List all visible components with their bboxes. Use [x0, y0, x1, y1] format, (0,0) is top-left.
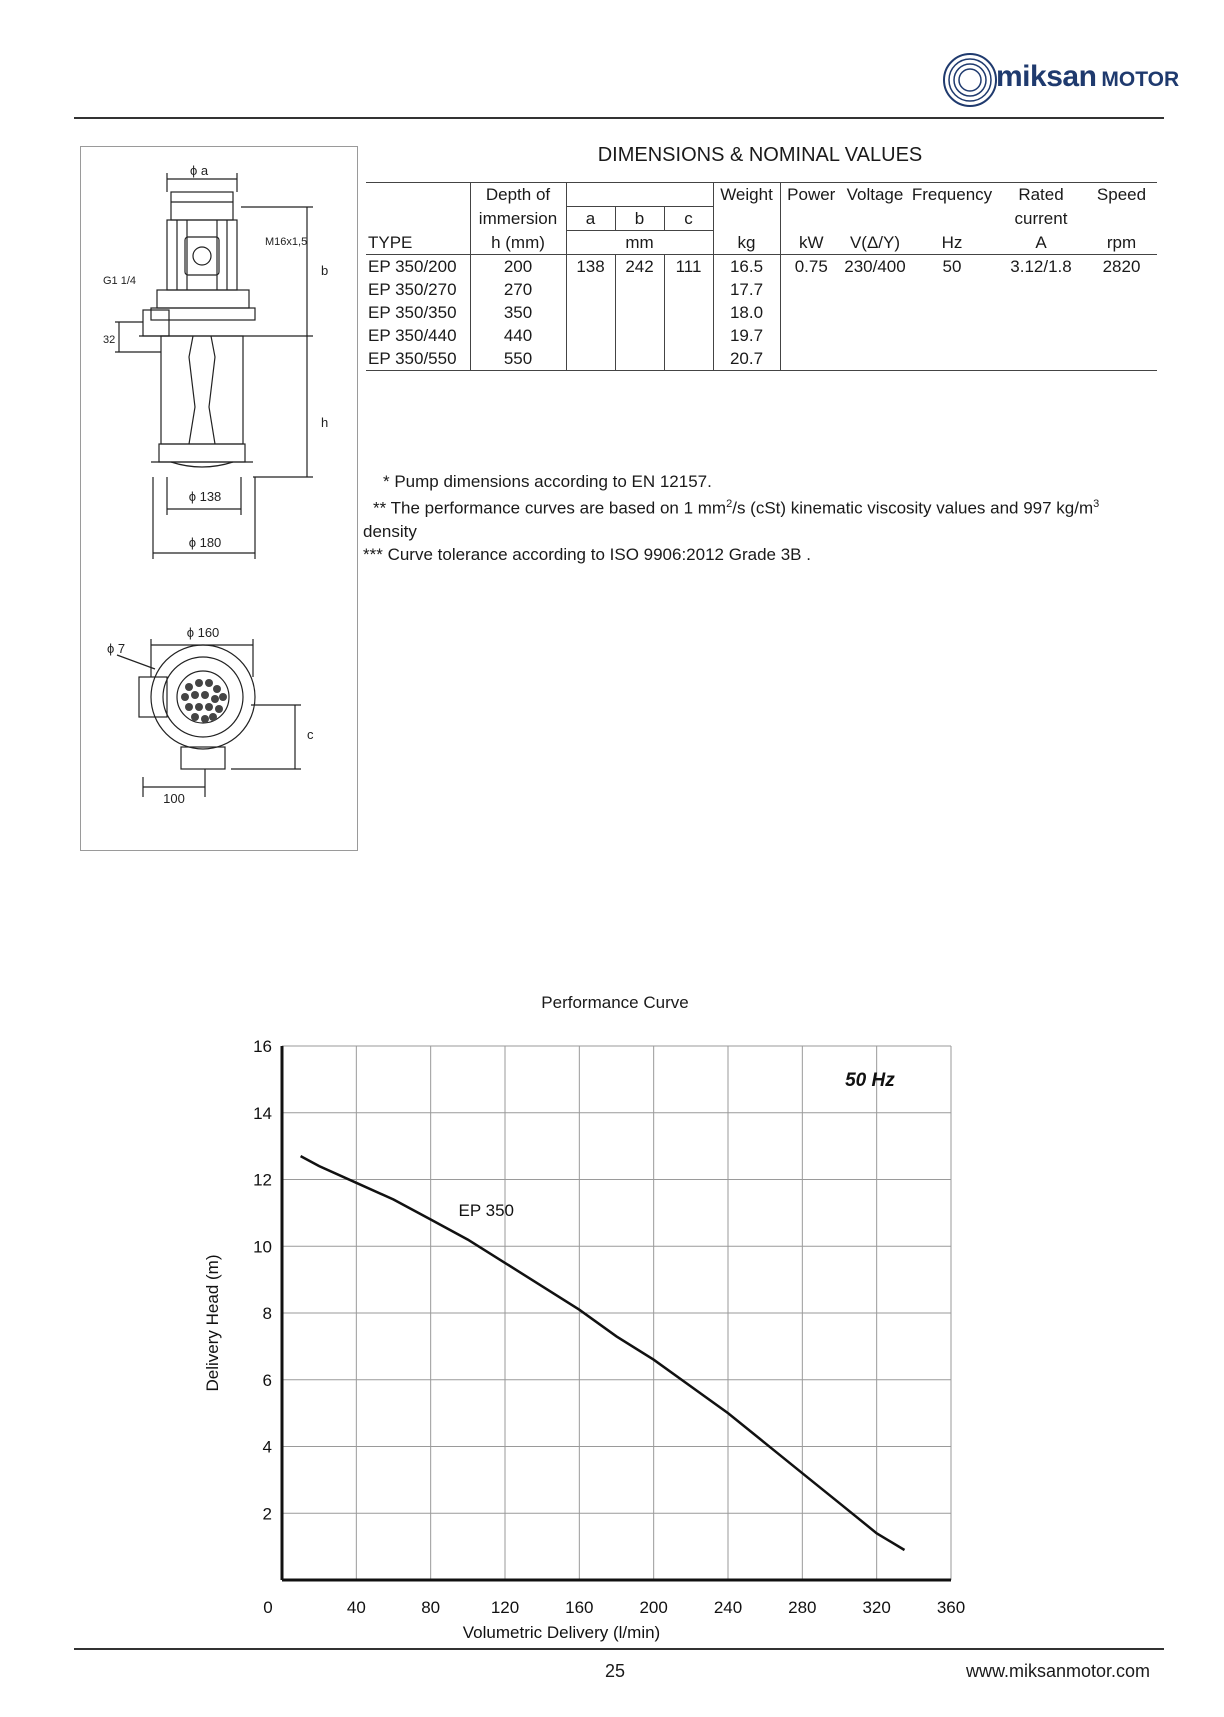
- y-tick-labels: [253, 1037, 272, 1523]
- x-tick-label: 40: [346, 1598, 366, 1617]
- col-rated: Rated: [996, 183, 1086, 207]
- pump-drawing: [81, 147, 357, 850]
- dim-100-label: 100: [163, 791, 185, 806]
- footnote-1: * Pump dimensions according to EN 12157.: [383, 472, 712, 491]
- brand-name: miksan: [996, 60, 1097, 93]
- col-power: Power: [780, 183, 842, 207]
- table-row: EP 350/440 440 19.7: [366, 324, 1157, 347]
- col-depth: Depth of: [470, 183, 566, 207]
- unit-h: h (mm): [470, 231, 566, 255]
- unit-rpm: rpm: [1086, 231, 1157, 255]
- unit-kg: kg: [713, 231, 780, 255]
- dim-32-label: 32: [103, 334, 116, 346]
- unit-hz: Hz: [908, 231, 996, 255]
- chart-grid: [282, 1046, 951, 1580]
- col-b: b: [615, 207, 664, 231]
- table-row: EP 350/270 270 17.7: [366, 278, 1157, 301]
- x-tick-label: 280: [788, 1598, 817, 1617]
- x-axis-label: Volumetric Delivery (l/min): [462, 1623, 661, 1642]
- y-tick-label: 16: [253, 1037, 272, 1056]
- dimensions-title: DIMENSIONS & NOMINAL VALUES: [597, 144, 923, 166]
- y-tick-label: 6: [262, 1370, 272, 1390]
- y-tick-label: 2: [262, 1504, 272, 1524]
- dim-b-label: b: [321, 263, 329, 278]
- brand-logo: [940, 52, 1180, 108]
- table-row: EP 350/550 550 20.7: [366, 347, 1157, 371]
- x-tick-label: 240: [713, 1598, 743, 1617]
- col-a: a: [566, 207, 615, 231]
- col-frequency: Frequency: [908, 183, 996, 207]
- x-tick-label: 160: [565, 1598, 594, 1617]
- series-label: EP 350: [458, 1201, 515, 1221]
- website-link[interactable]: www.miksanmotor.com: [965, 1661, 1150, 1681]
- x-tick-label: 80: [421, 1598, 441, 1617]
- y-tick-label: 8: [262, 1304, 272, 1323]
- chart-title: Performance Curve: [541, 993, 689, 1012]
- unit-mm: mm: [566, 231, 713, 255]
- technical-drawing: [80, 146, 358, 851]
- y-axis-label: Delivery Head (m): [203, 1254, 222, 1392]
- footer-rule: [74, 1648, 1164, 1650]
- performance-chart: [190, 1025, 970, 1645]
- unit-v: V(Δ/Y): [842, 231, 908, 255]
- x-tick-label: 120: [490, 1598, 520, 1617]
- dim-160-label: ϕ 160: [186, 625, 220, 640]
- y-tick-label: 4: [262, 1437, 272, 1457]
- dimensions-table: [366, 182, 1157, 371]
- dim-c-label: c: [307, 727, 314, 742]
- x-tick-labels: [263, 1598, 965, 1617]
- dim-a-label: ϕ a: [189, 163, 209, 178]
- table-header-row: [366, 231, 1157, 255]
- x-tick-label: 360: [936, 1598, 966, 1617]
- footnote-2: ** The performance curves are based on 1 $mm^2/s$ (cSt) kinematic viscosity values and 997 $kg/m^3$: [373, 498, 1100, 518]
- col-voltage: Voltage: [842, 183, 908, 207]
- thread-label: M16x1,5: [265, 236, 308, 248]
- frequency-annotation: 50 Hz: [845, 1070, 895, 1092]
- y-tick-label: 10: [253, 1237, 272, 1257]
- dim-h-label: h: [321, 415, 329, 430]
- logo-rings-icon: [940, 52, 1000, 108]
- col-c: c: [664, 207, 713, 231]
- brand-suffix: MOTOR: [1101, 68, 1180, 91]
- footnotes: [363, 470, 1173, 566]
- dim-7-label: ϕ 7: [107, 641, 126, 656]
- table-header-row: [366, 183, 1157, 207]
- col-current: current: [1014, 209, 1068, 228]
- unit-a: A: [996, 231, 1086, 255]
- x-tick-label: 320: [862, 1598, 891, 1617]
- y-tick-label: 14: [253, 1103, 272, 1123]
- table-row: EP 350/200 200 138 242 111 16.5 0.75 230/400 50 3.12/1.8 2820: [366, 255, 1157, 279]
- footnote-3: *** Curve tolerance according to ISO 9906:2012 Grade 3B .: [363, 544, 811, 564]
- col-speed: Speed: [1086, 183, 1157, 207]
- x-tick-label: 0: [263, 1598, 273, 1617]
- col-type: TYPE: [366, 231, 470, 255]
- x-tick-label: 200: [639, 1598, 668, 1617]
- dim-138-label: ϕ 138: [188, 489, 222, 504]
- table-header-row: [366, 207, 1157, 231]
- y-tick-label: 12: [253, 1170, 272, 1190]
- footnote-2-cont: density: [363, 521, 417, 541]
- inlet-label: G1 1/4: [103, 275, 137, 287]
- header-rule: [74, 117, 1164, 119]
- col-weight: Weight: [713, 183, 780, 207]
- col-immersion: immersion: [470, 207, 566, 231]
- unit-kw: kW: [780, 231, 842, 255]
- series-line-ep350: [301, 1156, 905, 1550]
- page-number: 25: [604, 1661, 626, 1681]
- dim-180-label: ϕ 180: [188, 535, 222, 550]
- table-row: EP 350/350 350 18.0: [366, 301, 1157, 324]
